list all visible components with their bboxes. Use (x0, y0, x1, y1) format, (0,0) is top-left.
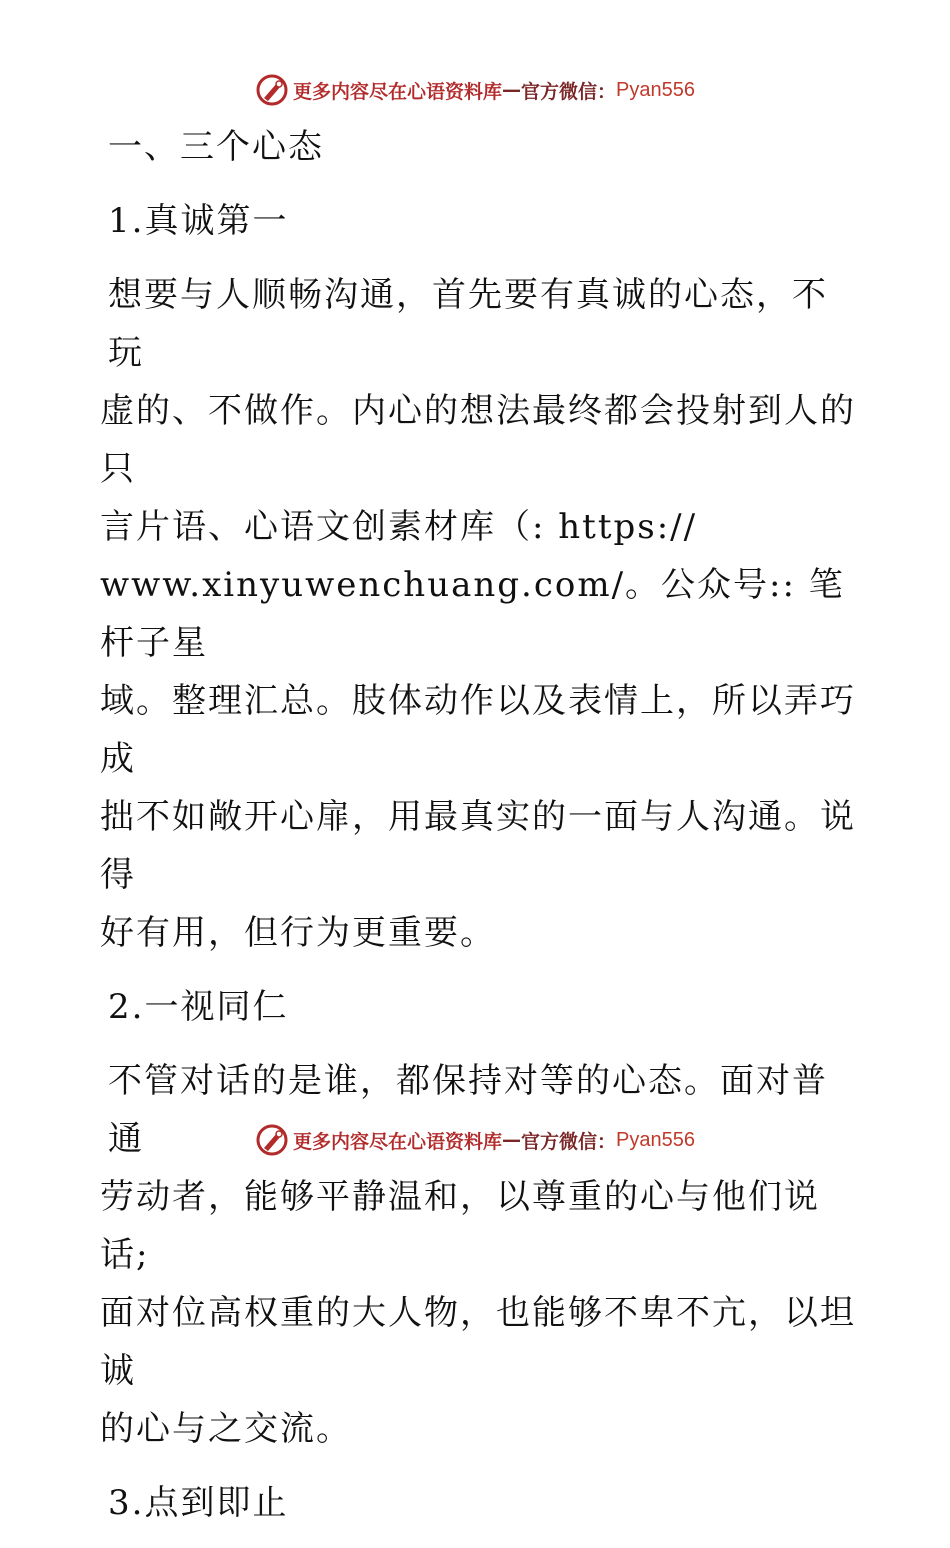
banner-dash: — (502, 79, 522, 101)
pen-logo-icon (255, 1123, 289, 1157)
banner-main-text: 更多内容尽在心语资料库 (293, 1130, 503, 1153)
banner-wechat-label: 官方微信： (521, 1130, 617, 1153)
paragraph-line: www.xinyuwenchuang.com/。公众号:: 笔杆子星 (100, 565, 845, 663)
paragraph-line: 不管对话的是谁，都保持对等的心态。面对普通 (108, 1061, 828, 1159)
banner-wechat-handle: Pyan556 (616, 78, 695, 101)
paragraph-line: 劳动者，能够平静温和，以尊重的心与他们说话; (100, 1177, 820, 1275)
paragraph-line: 虚的、不做作。内心的想法最终都会投射到人的只 (100, 391, 856, 489)
item1-paragraph (100, 266, 860, 962)
footer-watermark-banner (0, 1120, 950, 1160)
document-body (100, 118, 860, 1548)
header-watermark-banner (0, 70, 950, 110)
section-title: 一、三个心态 (108, 127, 324, 167)
paragraph-line: 言片语、心语文创素材库（: https:// (100, 507, 698, 547)
paragraph-line: 的心与之交流。 (100, 1409, 352, 1449)
paragraph-line: 域。整理汇总。肢体动作以及表情上，所以弄巧成 (100, 681, 856, 779)
item2-paragraph (100, 1052, 860, 1458)
paragraph-line: 面对位高权重的大人物，也能够不卑不亢，以坦诚 (100, 1293, 856, 1391)
banner-wechat-label: 官方微信： (521, 80, 617, 103)
paragraph-line: 想要与人顺畅沟通，首先要有真诚的心态，不玩 (108, 275, 828, 373)
banner-wechat-handle: Pyan556 (616, 1128, 695, 1151)
pen-logo-icon (255, 73, 289, 107)
item1-title: 1.真诚第一 (108, 201, 289, 241)
item3-title: 3.点到即止 (108, 1483, 289, 1523)
banner-main-text: 更多内容尽在心语资料库 (293, 80, 503, 103)
paragraph-line: 拙不如敞开心扉，用最真实的一面与人沟通。说得 (100, 797, 856, 895)
paragraph-line: 好有用，但行为更重要。 (100, 913, 496, 953)
banner-dash: — (502, 1129, 522, 1151)
item2-title: 2.一视同仁 (108, 987, 289, 1027)
